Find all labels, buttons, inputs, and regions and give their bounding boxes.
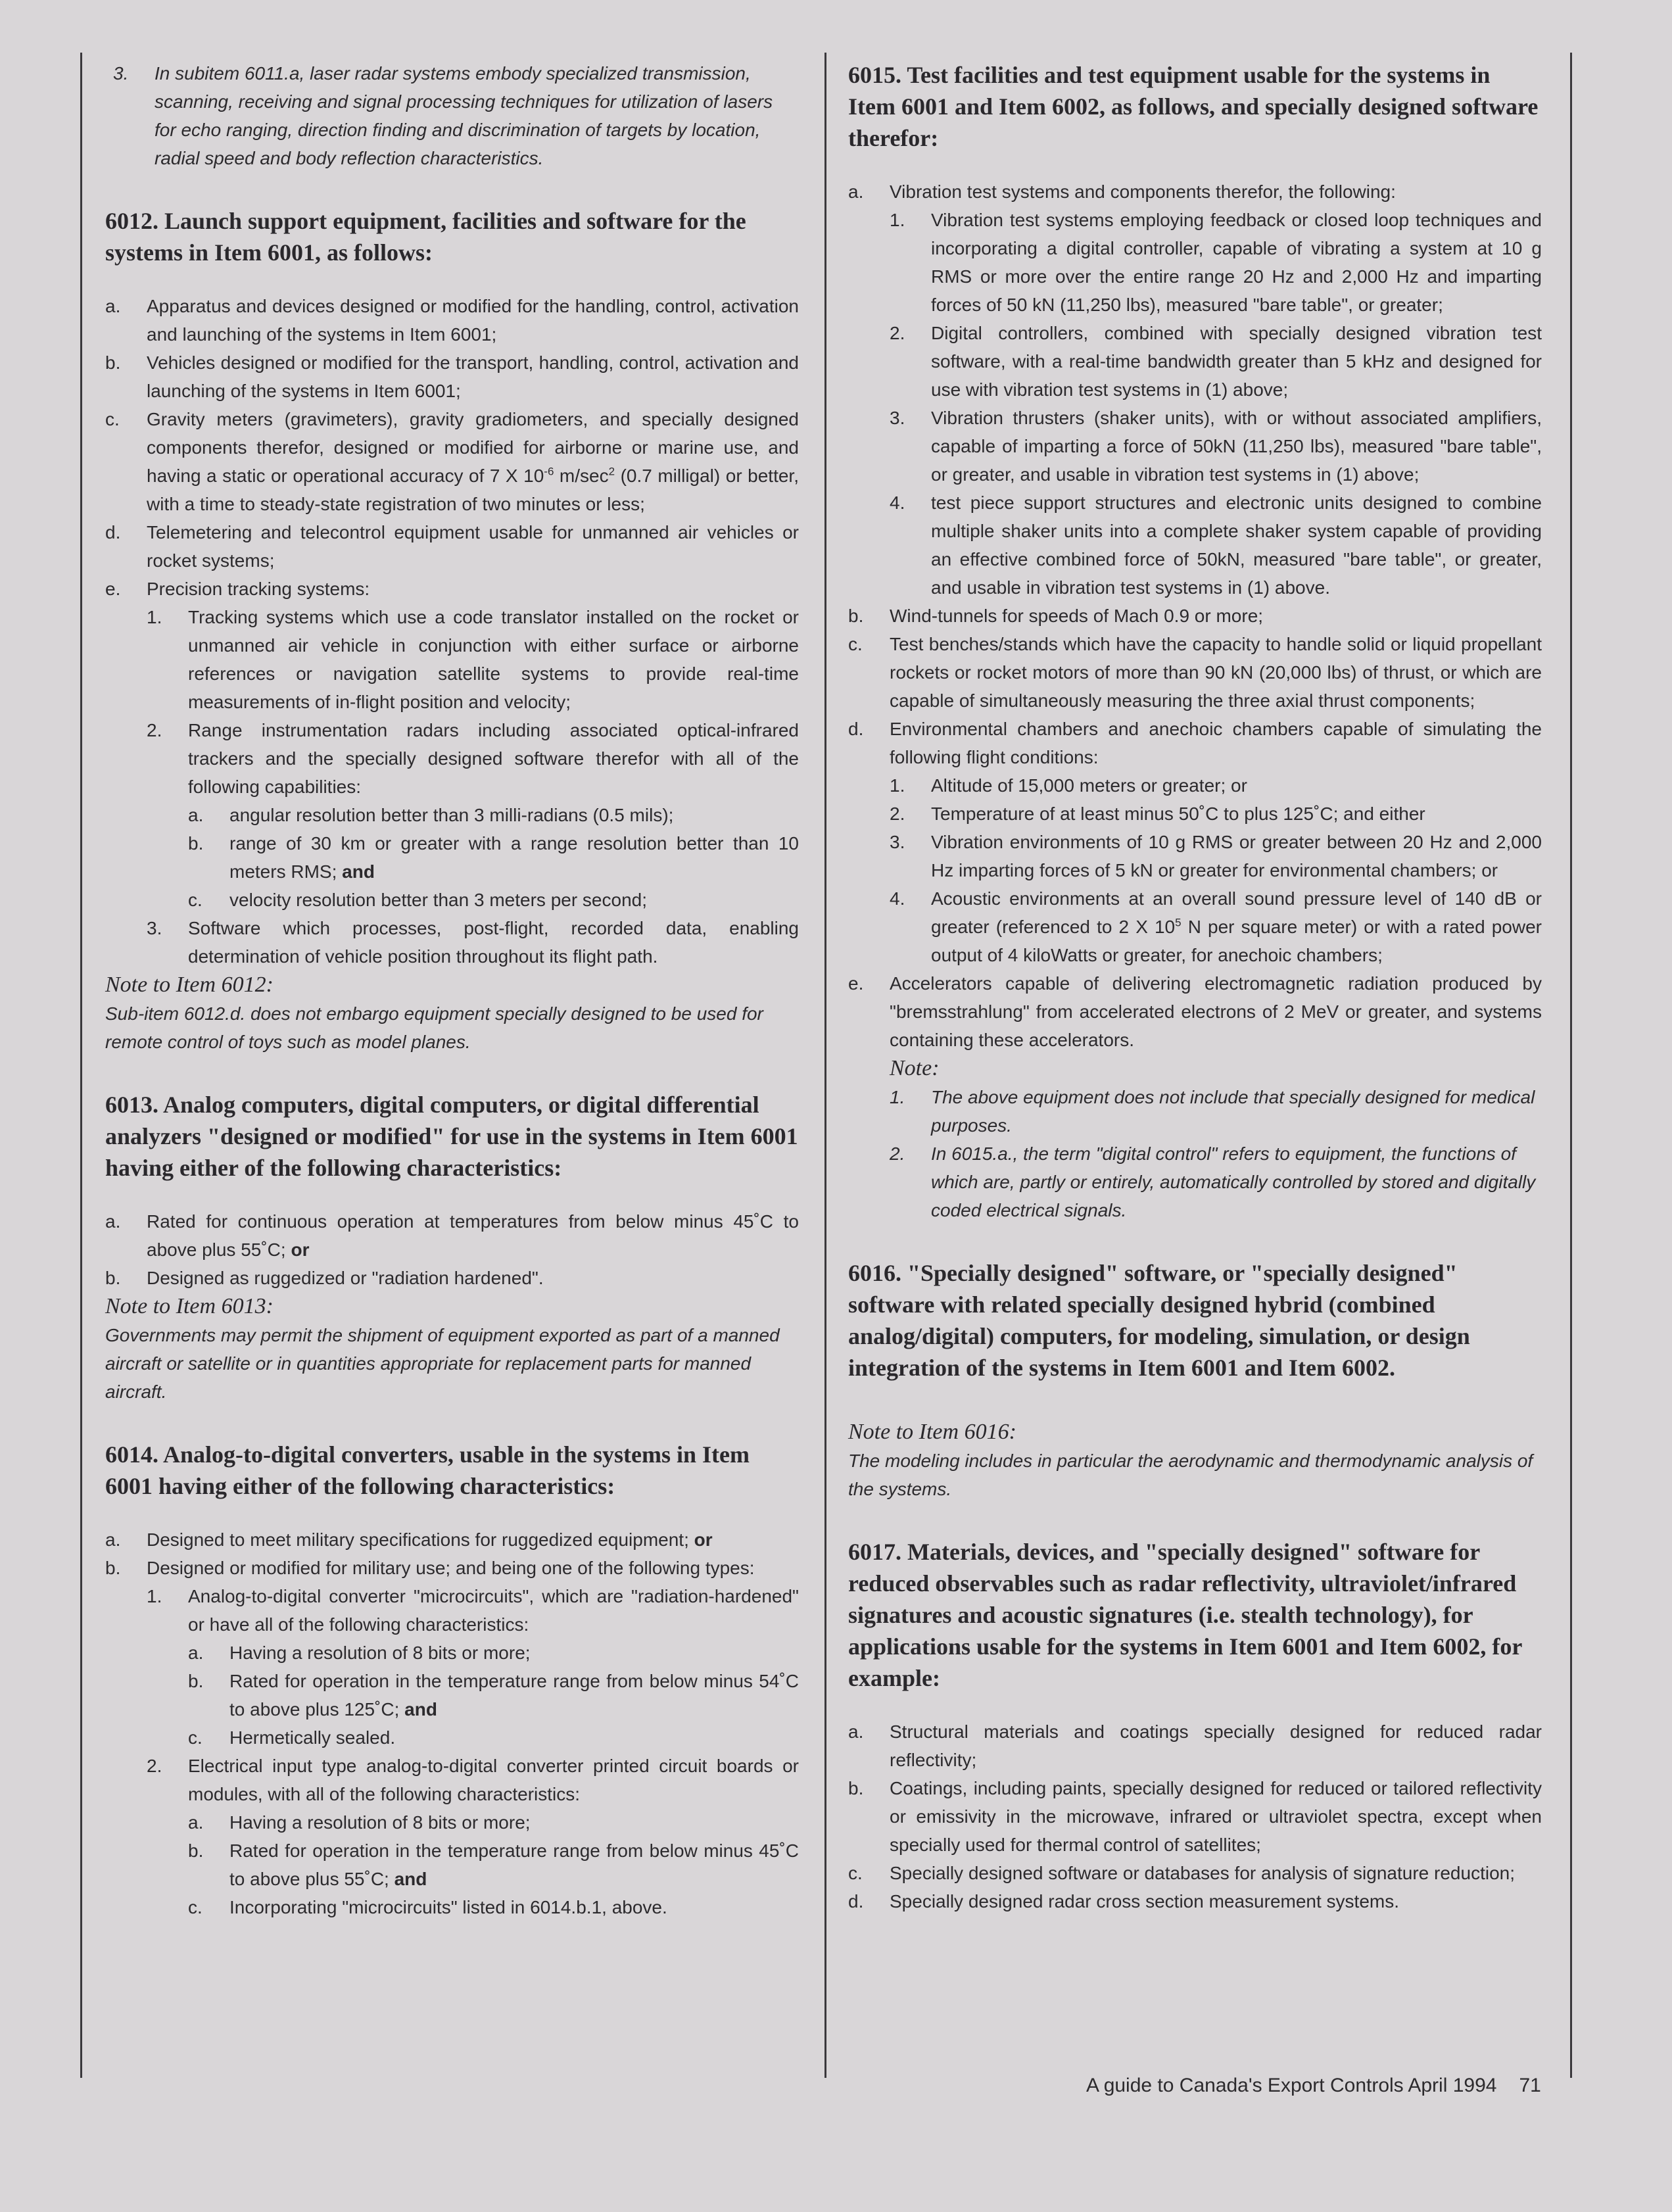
list-item: 3. Vibration thrusters (shaker units), with or without associated amplifiers, capable of imparting a force of 50kN (11,250 lbs), measured "bare table", or greater, and usable in vibration test systems in (1) above; xyxy=(890,408,1542,485)
list-item: b. Coatings, including paints, specially designed for reduced or tailored reflectivity or emissivity in the microwave, infrared or ultraviolet spectra, except when specially used for thermal control of satellites; xyxy=(848,1778,1542,1855)
list-item: 4. Acoustic environments at an overall sound pressure level of 140 dB or greater (referenced to 2 X $10^5$ N per square meter) or with a rated power output of 4 kiloWatts or greater, for anechoic chambers; xyxy=(890,888,1542,965)
section-6014-title: 6014. Analog-to-digital converters, usable in the systems in Item 6001 having either of the following characteristics: xyxy=(105,1441,750,1499)
list-item: d. Environmental chambers and anechoic chambers capable of simulating the following flight conditions: xyxy=(848,719,1542,767)
note-6016-text: The modeling includes in particular the aerodynamic and thermodynamic analysis of the systems. xyxy=(848,1451,1533,1499)
left-column xyxy=(105,59,799,1921)
list-item: b. range of 30 km or greater with a range resolution better than 10 meters RMS; and xyxy=(188,833,799,882)
list-item: c. velocity resolution better than 3 meters per second; xyxy=(188,890,648,910)
page-footer xyxy=(1086,2073,1546,2099)
list-item: 1. Analog-to-digital converter "microcircuits", which are "radiation-hardened" or have all of the following characteristics: xyxy=(147,1586,799,1635)
note-6015-title: Note: xyxy=(890,1056,940,1080)
list-item: b. Designed or modified for military use; and being one of the following types: xyxy=(105,1558,755,1578)
list-item: 1. The above equipment does not include that specially designed for medical purposes. xyxy=(890,1087,1535,1136)
list-item: 2. Digital controllers, combined with specially designed vibration test software, with a real-time bandwidth greater than 5 kHz and designed for use with vibration test systems in (1) above; xyxy=(890,323,1542,400)
list-item: a. Structural materials and coatings specially designed for reduced radar reflectivity; xyxy=(848,1721,1542,1770)
section-6017-title: 6017. Materials, devices, and "specially designed" software for reduced observables such as radar reflectivity, ultraviolet/infrared signatures and acoustic signatures (i.e. stealth technology), for applications usable for the systems in Item 6001 and Item 6002, for example: xyxy=(848,1539,1522,1691)
note-6013-text: Governments may permit the shipment of equipment exported as part of a manned aircraft or satellite or in quantities appropriate for replacement parts for manned aircraft. xyxy=(105,1325,780,1402)
list-item: b. Wind-tunnels for speeds of Mach 0.9 or more; xyxy=(848,606,1264,626)
center-column-rule xyxy=(824,53,826,2078)
list-item: b. Rated for operation in the temperature range from below minus 45˚C to above plus 55˚C; and xyxy=(188,1840,799,1889)
list-item: c. Test benches/stands which have the capacity to handle solid or liquid propellant rockets or rocket motors of more than 90 kN (20,000 lbs) of thrust, or which are capable of simultaneously measuring the three axial thrust components; xyxy=(848,634,1542,711)
list-item: 1. Altitude of 15,000 meters or greater; or xyxy=(890,775,1247,796)
list-item: a. Rated for continuous operation at temperatures from below minus 45˚C to above plus 55˚C; or xyxy=(105,1211,799,1260)
list-item: b. Vehicles designed or modified for the transport, handling, control, activation and launching of the systems in Item 6001; xyxy=(105,352,799,401)
list-item: b. Rated for operation in the temperature range from below minus 54˚C to above plus 125˚C; and xyxy=(188,1671,799,1719)
list-item: 1. Tracking systems which use a code translator installed on the rocket or unmanned air vehicle in conjunction with either surface or airborne references or navigation satellite systems to provide real-time measurements of in-flight position and velocity; xyxy=(147,607,799,712)
section-6016-title: 6016. "Specially designed" software, or "specially designed" software with related specially designed hybrid (combined analog/digital) computers, for modeling, simulation, or design integration of the systems in Item 6001 and Item 6002. xyxy=(848,1260,1470,1381)
list-item: 2. Range instrumentation radars including associated optical-infrared trackers and the specially designed software therefor with all of the following capabilities: xyxy=(147,720,799,797)
list-item: 4. test piece support structures and electronic units designed to combine multiple shaker units into a complete shaker system capable of providing an effective combined force of 50kN, measured "bare table", or greater, and usable in vibration test systems in (1) above. xyxy=(890,493,1542,598)
list-item: 3. Vibration environments of 10 g RMS or greater between 20 Hz and 2,000 Hz imparting forces of 5 kN or greater for environmental chambers; or xyxy=(890,832,1542,880)
list-item: 2. Electrical input type analog-to-digital converter printed circuit boards or modules, with all of the following characteristics: xyxy=(147,1756,799,1804)
note-6012-text: Sub-item 6012.d. does not embargo equipment specially designed to be used for remote control of toys such as model planes. xyxy=(105,1003,763,1052)
list-item: 2. In 6015.a., the term "digital control" refers to equipment, the functions of which are, partly or entirely, automatically controlled by stored and digitally coded electrical signals. xyxy=(890,1143,1536,1220)
right-column xyxy=(848,59,1542,1915)
list-item: d. Specially designed radar cross section measurement systems. xyxy=(848,1891,1400,1911)
list-item: a. angular resolution better than 3 milli-radians (0.5 mils); xyxy=(188,805,674,825)
section-6013-title: 6013. Analog computers, digital computers, or digital differential analyzers "designed or modified" for use in the systems in Item 6001 having either of the following characteristics: xyxy=(105,1092,798,1181)
list-item: 3. Software which processes, post-flight, recorded data, enabling determination of vehicle position throughout its flight path. xyxy=(147,918,799,967)
note-6011-3: 3. In subitem 6011.a, laser radar systems embody specialized transmission, scanning, receiving and signal processing techniques for utilization of lasers for echo ranging, direction finding and discrimination of targets by location, radial speed and body reflection characteristics. xyxy=(113,63,773,168)
list-item: e. Accelerators capable of delivering electromagnetic radiation produced by "bremsstrahlung" from accelerated electrons of 2 MeV or greater, and systems containing these accelerators. xyxy=(848,973,1542,1050)
list-item: 1. Vibration test systems employing feedback or closed loop techniques and incorporating a digital controller, capable of vibrating a system at 10 g RMS or more over the entire range 20 Hz and 2,000 Hz and imparting forces of 50 kN (11,250 lbs), measured "bare table", or greater; xyxy=(890,210,1542,315)
list-item: c. Gravity meters (gravimeters), gravity gradiometers, and specially designed components therefor, designed or modified for airborne or marine use, and having a static or operational accuracy of 7 X $10^{-6}$ $m/\sec^2$ (0.7 milligal) or better, with a time to steady-state registration of two minutes or less; xyxy=(105,409,799,514)
list-item: a. Designed to meet military specifications for ruggedized equipment; or xyxy=(105,1529,713,1550)
list-item: 2. Temperature of at least minus 50˚C to plus 125˚C; and either xyxy=(890,804,1425,824)
left-margin-rule xyxy=(80,53,82,2078)
list-item: a. Vibration test systems and components therefor, the following: xyxy=(848,181,1396,202)
note-6012-title: Note to Item 6012: xyxy=(105,973,274,997)
list-item: a. Having a resolution of 8 bits or more; xyxy=(188,1812,531,1833)
list-item: c. Incorporating "microcircuits" listed in 6014.b.1, above. xyxy=(188,1897,667,1917)
list-item: a. Apparatus and devices designed or modified for the handling, control, activation and launching of the systems in Item 6001; xyxy=(105,296,799,345)
note-6016-title: Note to Item 6016: xyxy=(848,1420,1016,1444)
list-item: c. Specially designed software or databases for analysis of signature reduction; xyxy=(848,1863,1515,1883)
footer-text: A guide to Canada's Export Controls April 1994 xyxy=(1086,2075,1497,2096)
note-6013-title: Note to Item 6013: xyxy=(105,1294,274,1318)
list-item: a. Having a resolution of 8 bits or more; xyxy=(188,1643,531,1663)
section-6012-title: 6012. Launch support equipment, facilities and software for the systems in Item 6001, as follows: xyxy=(105,208,746,266)
list-item: e. Precision tracking systems: xyxy=(105,579,370,599)
section-6015-title: 6015. Test facilities and test equipment usable for the systems in Item 6001 and Item 6002, as follows, and specially designed software therefor: xyxy=(848,62,1539,151)
list-item: d. Telemetering and telecontrol equipment usable for unmanned air vehicles or rocket systems; xyxy=(105,522,799,571)
right-margin-rule xyxy=(1570,53,1572,2078)
list-item: c. Hermetically sealed. xyxy=(188,1727,396,1748)
page-number: 71 xyxy=(1519,2075,1541,2096)
list-item: b. Designed as ruggedized or "radiation hardened". xyxy=(105,1268,544,1288)
